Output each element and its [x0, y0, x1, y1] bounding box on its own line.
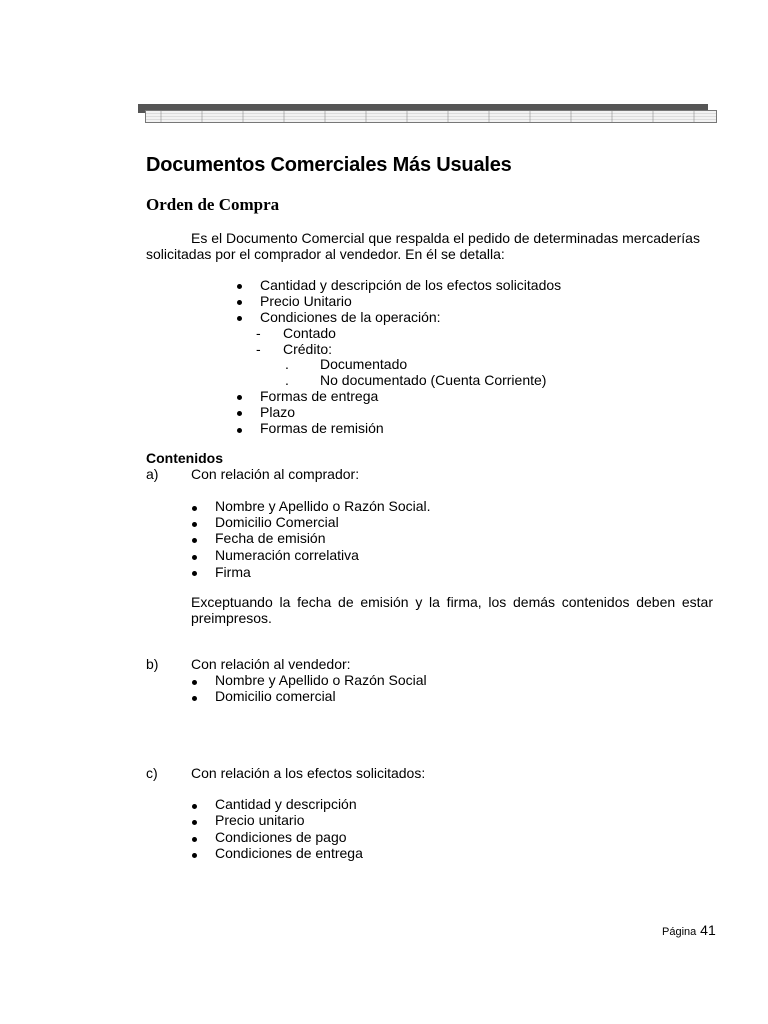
- page-label: Página: [662, 926, 697, 938]
- dot-marker: .: [285, 356, 289, 372]
- list-item: Formas de remisión: [260, 420, 384, 436]
- list-item: Precio unitario: [215, 812, 305, 828]
- item-label-c: c): [146, 765, 158, 781]
- list-item: Cantidad y descripción de los efectos solicitados: [260, 277, 562, 293]
- sub-sub-list-item: No documentado (Cuenta Corriente): [320, 372, 547, 388]
- dash-marker: -: [256, 341, 261, 357]
- item-text-a: Con relación al comprador:: [191, 466, 360, 482]
- list-item: Nombre y Apellido o Razón Social: [215, 672, 427, 688]
- bullet-icon: [192, 820, 197, 825]
- sub-list-item: Crédito:: [283, 341, 333, 357]
- bullet-icon: [192, 571, 197, 576]
- intro-line-1: Es el Documento Comercial que respalda el pedido de determinadas mercaderías: [191, 230, 700, 246]
- list-item: Domicilio Comercial: [215, 514, 339, 530]
- page-number: 41: [700, 922, 716, 938]
- bullet-icon: [237, 284, 242, 289]
- list-item: Cantidad y descripción: [215, 796, 357, 812]
- bullet-icon: [192, 837, 197, 842]
- bullet-icon: [192, 804, 197, 809]
- list-item: Precio Unitario: [260, 293, 352, 309]
- list-item: Condiciones de pago: [215, 829, 347, 845]
- page-title: Documentos Comerciales Más Usuales: [146, 154, 512, 176]
- bullet-icon: [192, 522, 197, 527]
- item-label-a: a): [146, 466, 159, 482]
- bullet-icon: [237, 428, 242, 433]
- bullet-icon: [237, 300, 242, 305]
- list-item: Formas de entrega: [260, 388, 379, 404]
- item-label-b: b): [146, 656, 159, 672]
- bullet-icon: [192, 853, 197, 858]
- list-item: Condiciones de entrega: [215, 845, 363, 861]
- bullet-icon: [237, 395, 242, 400]
- page-footer: [662, 922, 716, 938]
- bullet-icon: [192, 680, 197, 685]
- list-item: Domicilio comercial: [215, 688, 336, 704]
- list-item: Plazo: [260, 404, 296, 420]
- list-item: Numeración correlativa: [215, 547, 359, 563]
- list-item: Firma: [215, 564, 251, 580]
- header-decorative-bar: [145, 110, 717, 123]
- bullet-icon: [237, 411, 242, 416]
- bullet-icon: [192, 696, 197, 701]
- item-text-b: Con relación al vendedor:: [191, 656, 351, 672]
- item-text-c: Con relación a los efectos solicitados:: [191, 765, 426, 781]
- list-item: Fecha de emisión: [215, 530, 326, 546]
- dash-marker: -: [256, 325, 261, 341]
- bullet-icon: [192, 538, 197, 543]
- intro-line-2: solicitadas por el comprador al vendedor. En él se detalla:: [146, 246, 505, 262]
- sub-list-item: Contado: [283, 325, 336, 341]
- section-title: Orden de Compra: [146, 195, 280, 214]
- list-item: Nombre y Apellido o Razón Social.: [215, 498, 431, 514]
- dot-marker: .: [285, 372, 289, 388]
- note-line-1: Exceptuando la fecha de emisión y la firma, los demás contenidos deben estar: [191, 594, 713, 610]
- list-item: Condiciones de la operación:: [260, 309, 441, 325]
- bullet-icon: [192, 555, 197, 560]
- contenidos-heading: Contenidos: [146, 450, 223, 466]
- bullet-icon: [192, 506, 197, 511]
- sub-sub-list-item: Documentado: [320, 356, 408, 372]
- bullet-icon: [237, 316, 242, 321]
- note-line-2: preimpresos.: [191, 610, 272, 626]
